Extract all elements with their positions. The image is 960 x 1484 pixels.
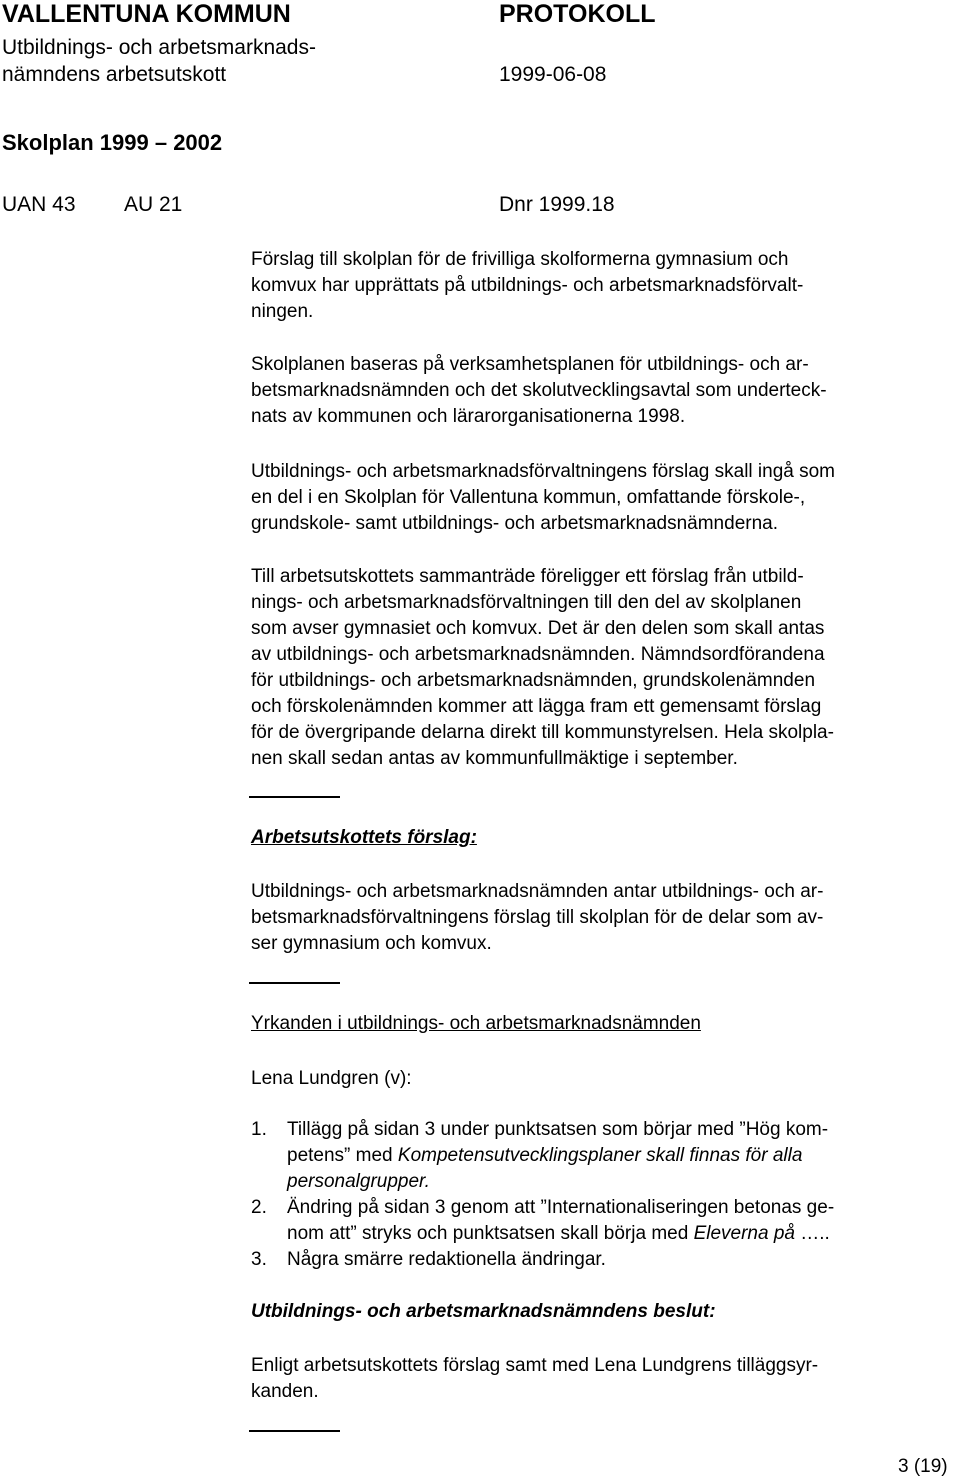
text-line: grundskole- samt utbildnings- och arbetsmarknadsnämnderna. (251, 513, 778, 534)
paragraph-proposal-intro (251, 247, 956, 325)
text-line: Ändring på sidan 3 genom att ”Internationaliseringen betonas ge- (287, 1197, 835, 1218)
italic-text: Eleverna på (693, 1223, 795, 1244)
committee-name-line2: nämndens arbetsutskott (2, 63, 227, 86)
decision-heading: Utbildnings- och arbetsmarknadsnämndens beslut: (251, 1301, 716, 1322)
list-item (251, 1117, 956, 1195)
text-line: betsmarknadsnämnden och det skolutvecklingsavtal som underteck- (251, 380, 827, 401)
text-line: Utbildnings- och arbetsmarknadsnämnden antar utbildnings- och ar- (251, 881, 824, 902)
au-reference: AU 21 (124, 193, 183, 216)
italic-text: Kompetensutvecklingsplaner skall finnas för alla (397, 1145, 803, 1166)
motions-list (251, 1117, 956, 1273)
text-line: nom att” stryks och punktsatsen skall börja med (287, 1223, 694, 1244)
text-line: komvux har upprättats på utbildnings- och arbetsmarknadsförvalt- (251, 275, 804, 296)
text-line: Några smärre redaktionella ändringar. (287, 1249, 606, 1270)
text-line: Utbildnings- och arbetsmarknadsförvaltningens förslag skall ingå som (251, 461, 836, 482)
text-line: Enligt arbetsutskottets förslag samt med Lena Lundgrens tilläggsyr- (251, 1355, 819, 1376)
organization-name: VALLENTUNA KOMMUN (2, 0, 291, 28)
decision-text (251, 1353, 956, 1405)
text-line: Till arbetsutskottets sammanträde föreligger ett förslag från utbild- (251, 566, 804, 587)
text-line: Tillägg på sidan 3 under punktsatsen som börjar med ”Hög kom- (287, 1119, 829, 1140)
text-line: nats av kommunen och lärarorganisationerna 1998. (251, 406, 686, 427)
text-line: Skolplanen baseras på verksamhetsplanen för utbildnings- och ar- (251, 354, 809, 375)
page-title: Skolplan 1999 – 2002 (2, 130, 223, 155)
text-line: och förskolenämnden kommer att lägga fram ett gemensamt förslag (251, 696, 822, 717)
text-line: nings- och arbetsmarknadsförvaltningen till den del av skolplanen (251, 592, 802, 613)
paragraph-meeting (251, 564, 956, 772)
uan-reference: UAN 43 (2, 193, 76, 216)
page-number: 3 (19) (898, 1456, 948, 1477)
text-line: en del i en Skolplan för Vallentuna kommun, omfattande förskole-, (251, 487, 806, 508)
au-proposal-heading: Arbetsutskottets förslag: (251, 827, 477, 848)
text-line: som avser gymnasiet och komvux. Det är den delen som skall antas (251, 618, 825, 639)
paragraph-basis (251, 352, 956, 430)
text-line: betsmarknadsförvaltningens förslag till skolplan för de delar som av- (251, 907, 824, 928)
text-line: för de övergripande delarna direkt till kommunstyrelsen. Hela skolpla- (251, 722, 834, 743)
committee-name-line1: Utbildnings- och arbetsmarknads- (2, 36, 316, 59)
section-divider (249, 1430, 340, 1432)
section-divider (249, 982, 340, 984)
section-divider (249, 796, 340, 798)
italic-text: personalgrupper. (287, 1171, 430, 1192)
motions-heading: Yrkanden i utbildnings- och arbetsmarknadsnämnden (251, 1013, 701, 1034)
meeting-date: 1999-06-08 (499, 63, 607, 86)
list-number: 3. (251, 1249, 267, 1270)
text-line: petens” med (287, 1145, 398, 1166)
au-proposal-text (251, 879, 956, 957)
text-line: nen skall sedan antas av kommunfullmäktige i september. (251, 748, 738, 769)
text-line: av utbildnings- och arbetsmarknadsnämnden. Nämndsordförandena (251, 644, 825, 665)
list-item (251, 1247, 956, 1273)
paragraph-scope (251, 459, 956, 537)
list-number: 2. (251, 1197, 267, 1218)
motion-speaker: Lena Lundgren (v): (251, 1068, 412, 1089)
text-line: Förslag till skolplan för de frivilliga skolformerna gymnasium och (251, 249, 789, 270)
list-item (251, 1195, 956, 1247)
document-type: PROTOKOLL (499, 0, 656, 28)
text-line: ser gymnasium och komvux. (251, 933, 492, 954)
text-line: kanden. (251, 1381, 319, 1402)
text-line: ningen. (251, 301, 314, 322)
list-number: 1. (251, 1119, 267, 1140)
text-line: ….. (794, 1223, 830, 1244)
dnr-reference: Dnr 1999.18 (499, 193, 615, 216)
text-line: för utbildnings- och arbetsmarknadsnämnden, grundskolenämnden (251, 670, 816, 691)
